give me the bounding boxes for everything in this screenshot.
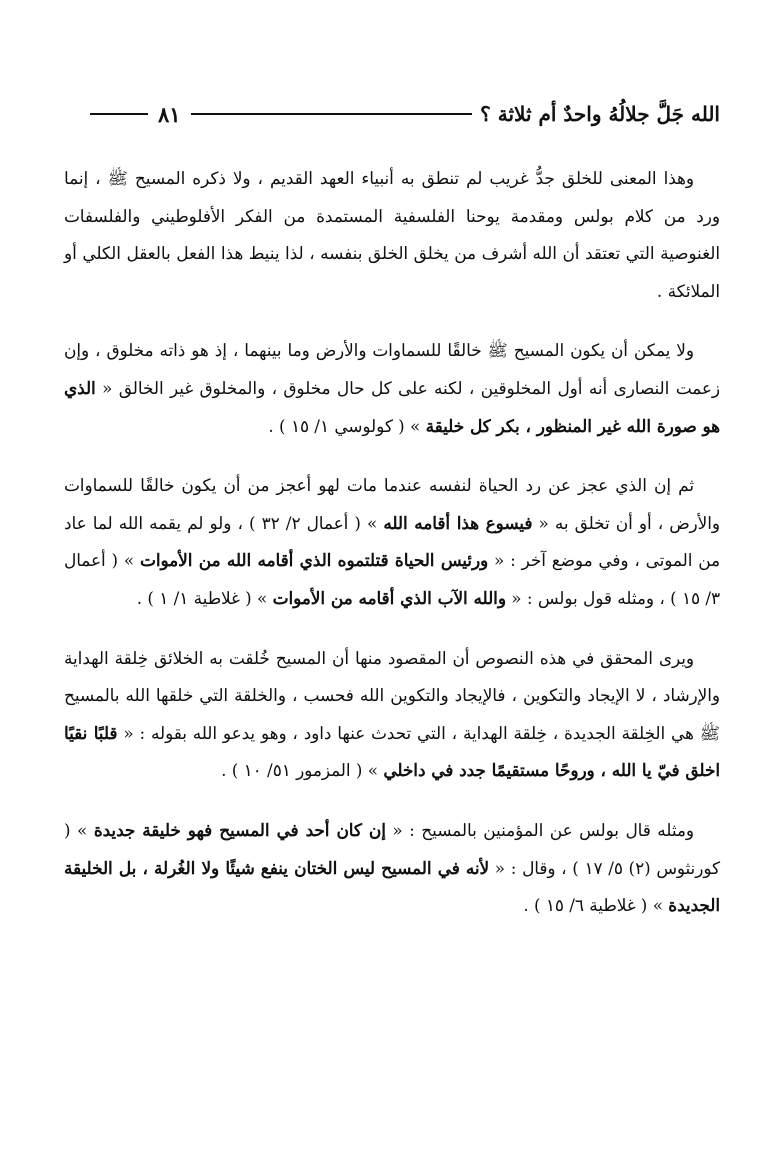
- text-run: » ( أعمال ٣/ ١٥ ) ، ومثله قول بولس : «: [64, 550, 720, 608]
- header-rule: [191, 113, 473, 115]
- text-run: » ( أعمال ٢/ ٣٢ ) ، ولو لم يقمه الله لما عاد من الموتى ، وفي موضع آخر : «: [64, 512, 721, 571]
- quoted-text: ورئيس الحياة قتلتموه الذي أقامه الله من الأموات: [140, 550, 489, 571]
- running-header: [90, 84, 720, 144]
- quoted-text: فيسوع هذا أقامه الله: [383, 512, 533, 533]
- quoted-text: لأنه في المسيح ليس الختان ينفع شيئًا ولا الغُرلة ، بل الخليقة الجديدة: [64, 857, 720, 916]
- paragraph: [64, 160, 720, 310]
- text-run: » ( غلاطية ٦/ ١٥ ) .: [523, 895, 669, 916]
- quoted-text: والله الآب الذي أقامه من الأموات: [272, 587, 506, 608]
- paragraph: [64, 467, 720, 617]
- text-run: » ( غلاطية ١/ ١ ) .: [136, 587, 273, 608]
- paragraph: [64, 812, 720, 925]
- page-number: ٨١: [158, 101, 181, 127]
- text-run: » ( كولوسي ١/ ١٥ ) .: [268, 415, 426, 436]
- quoted-text: قلبًا نقيًا اخلق فيّ يا الله ، وروحًا مستقيمًا جدد في داخلي: [64, 722, 720, 781]
- page-body: [64, 160, 720, 925]
- paragraph: [64, 332, 720, 445]
- text-run: ويرى المحقق في هذه النصوص أن المقصود منها أن المسيح خُلقت به الخلائق خِلقة الهداية والإرشاد ، لا الإيجاد والتكوين ، فالإيجاد والتكوين الله فحسب ، والخلقة التي خلقها الله بالمسيح ﷺ هي الخِلقة الجديدة ، خِلقة الهداية ، التي تحدث عنها داود ، وهو يدعو الله بقوله : «: [64, 647, 721, 743]
- text-run: وهذا المعنى للخلق جدُّ غريب لم تنطق به أنبياء العهد القديم ، ولا ذكره المسيح ﷺ ، إنما ورد من كلام بولس ومقدمة يوحنا الفلسفية المستمدة من الفكر الأفلوطيني والفلسفات الغنوصية التي تعتقد أن الله أشرف من يخلق الخلق بنفسه ، لذا ينيط هذا الفعل بالعقل الكلي أو الملائكة .: [64, 168, 720, 301]
- text-run: ومثله قال بولس عن المؤمنين بالمسيح : «: [385, 819, 694, 840]
- paragraph: [64, 640, 720, 790]
- text-run: » ( المزمور ٥١/ ١٠ ) .: [221, 760, 384, 781]
- quoted-text: إن كان أحد في المسيح فهو خليقة جديدة: [93, 819, 386, 840]
- header-rule-short: [90, 113, 148, 115]
- quoted-text: الذي هو صورة الله غير المنظور ، بكر كل خليقة: [64, 377, 720, 436]
- text-run: ثم إن الذي عجز عن رد الحياة لنفسه عندما مات لهو أعجز من أن يكون خالقًا للسماوات والأرض ، أو أن تخلق به «: [64, 475, 720, 533]
- text-run: ولا يمكن أن يكون المسيح ﷺ خالقًا للسماوات والأرض وما بينهما ، إذ هو ذاته مخلوق ، وإن زعمت النصارى أنه أول المخلوقين ، لكنه على كل حال مخلوق ، والمخلوق غير الخالق «: [64, 340, 720, 398]
- running-title: الله جَلَّ جلالُهُ واحدٌ أم ثلاثة ؟: [480, 102, 720, 126]
- text-run: » ( كورنثوس (٢) ٥/ ١٧ ) ، وقال : «: [64, 819, 720, 878]
